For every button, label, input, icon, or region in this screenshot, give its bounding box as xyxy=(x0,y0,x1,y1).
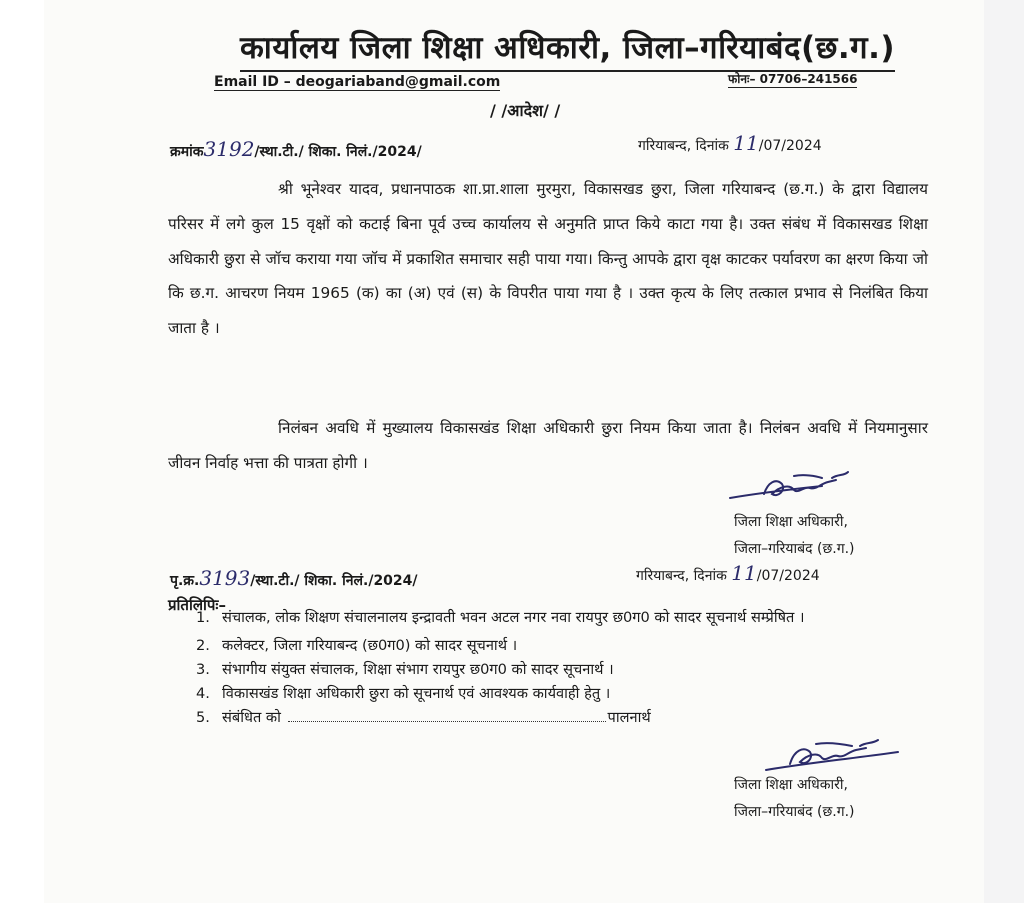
order-heading: / /आदेश/ / xyxy=(490,101,561,120)
order-paragraph-1: श्री भूनेश्वर यादव, प्रधानपाठक शा.प्रा.शाला मुरमुरा, विकासखड छुरा, जिला गरियाबन्द (छ.ग.) के द्वारा विद्यालय परिसर में लगे कुल 15 वृक्षों को कटाई बिना पूर्व उच्च कार्यालय से अनुमति प्राप्त किये काटा गया है। उक्त संबंध में विकासखड शिक्षा अधिकारी छुरा से जॉच कराया गया जॉच में प्रकाशित समाचार सही पाया गया। किन्तु आपके द्वारा वृक्ष काटकर पर्यावरण का क्षरण किया जो कि छ.ग. आचरण नियम 1965 (क) का (अ) एवं (स) के विपरीत पाया गया है । उक्त कृत्य के लिए तत्काल प्रभाव से निलंबित किया जाता है । xyxy=(168,180,928,338)
endorsement-date xyxy=(636,561,820,585)
copy-number: 4. xyxy=(196,685,210,702)
endorsement-date-prefix: गरियाबन्द, दिनांक xyxy=(636,568,727,584)
copy-text: कलेक्टर, जिला गरियाबन्द (छ0ग0) को सादर सूचनार्थ । xyxy=(222,637,518,654)
left-margin xyxy=(0,0,44,903)
endorsement-ref-prefix: पृ.क्र. xyxy=(170,573,200,589)
signature-1-line-2: जिला–गरियाबंद (छ.ग.) xyxy=(734,541,855,557)
copy-text: संभागीय संयुक्त संचालक, शिक्षा संभाग रायपुर छ0ग0 को सादर सूचनार्थ । xyxy=(222,661,614,678)
office-phone: फोनः– 07706–241566 xyxy=(728,72,858,86)
order-ref-suffix: /स्था.टी./ शिका. निलं./2024/ xyxy=(254,144,422,160)
order-reference xyxy=(170,137,422,161)
order-ref-prefix: क्रमांक xyxy=(170,144,204,160)
order-date-day: 11 xyxy=(733,131,759,155)
list-item xyxy=(196,706,936,730)
copy-number: 2. xyxy=(196,637,210,654)
endorsement-date-suffix: /07/2024 xyxy=(756,568,820,584)
copy-text: विकासखंड शिक्षा अधिकारी छुरा को सूचनार्थ एवं आवश्यक कार्यवाही हेतु । xyxy=(222,685,611,702)
fill-in-blank xyxy=(288,721,606,722)
order-date-suffix: /07/2024 xyxy=(758,138,822,154)
list-item xyxy=(196,658,936,682)
copy-text xyxy=(222,706,936,730)
office-email: Email ID – deogariaband@gmail.com xyxy=(214,74,501,90)
copy-heading: प्रतिलिपिः– xyxy=(168,596,226,614)
signature-block-2 xyxy=(734,772,855,826)
copy-5-prefix: संबंधित को xyxy=(222,709,281,726)
order-ref-number: 3192 xyxy=(203,137,255,161)
list-item xyxy=(196,682,936,706)
order-paragraph-2: निलंबन अवधि में मुख्यालय विकासखंड शिक्षा अधिकारी छुरा नियम किया जाता है। निलंबन अवधि में नियमानुसार जीवन निर्वाह भत्ता की पात्रता होगी । xyxy=(168,419,928,472)
copy-number: 3. xyxy=(196,661,210,678)
endorsement-ref-suffix: /स्था.टी./ शिका. निलं./2024/ xyxy=(250,573,418,589)
signature-2-line-2: जिला–गरियाबंद (छ.ग.) xyxy=(734,804,855,820)
endorsement-date-day: 11 xyxy=(731,561,757,585)
signature-block-1 xyxy=(734,509,855,563)
signature-2-line-1: जिला शिक्षा अधिकारी, xyxy=(734,777,848,793)
signature-1 xyxy=(724,464,874,512)
copy-list xyxy=(196,606,936,730)
list-item xyxy=(196,606,936,630)
order-date xyxy=(638,131,822,155)
endorsement-reference xyxy=(170,566,418,590)
office-title: कार्यालय जिला शिक्षा अधिकारी, जिला–गरियाबंद(छ.ग.) xyxy=(240,26,895,72)
endorsement-ref-number: 3193 xyxy=(199,566,251,590)
copy-number: 5. xyxy=(196,709,210,726)
copy-5-suffix: पालनार्थ xyxy=(607,709,651,726)
order-date-prefix: गरियाबन्द, दिनांक xyxy=(638,138,729,154)
copy-text: संचालक, लोक शिक्षण संचालनालय इन्द्रावती भवन अटल नगर नवा रायपुर छ0ग0 को सादर सूचनार्थ सम्प्रेषित । xyxy=(222,609,805,626)
copy-number: 1. xyxy=(196,609,210,626)
right-margin xyxy=(984,0,1024,903)
signature-1-line-1: जिला शिक्षा अधिकारी, xyxy=(734,514,848,530)
list-item xyxy=(196,634,936,658)
